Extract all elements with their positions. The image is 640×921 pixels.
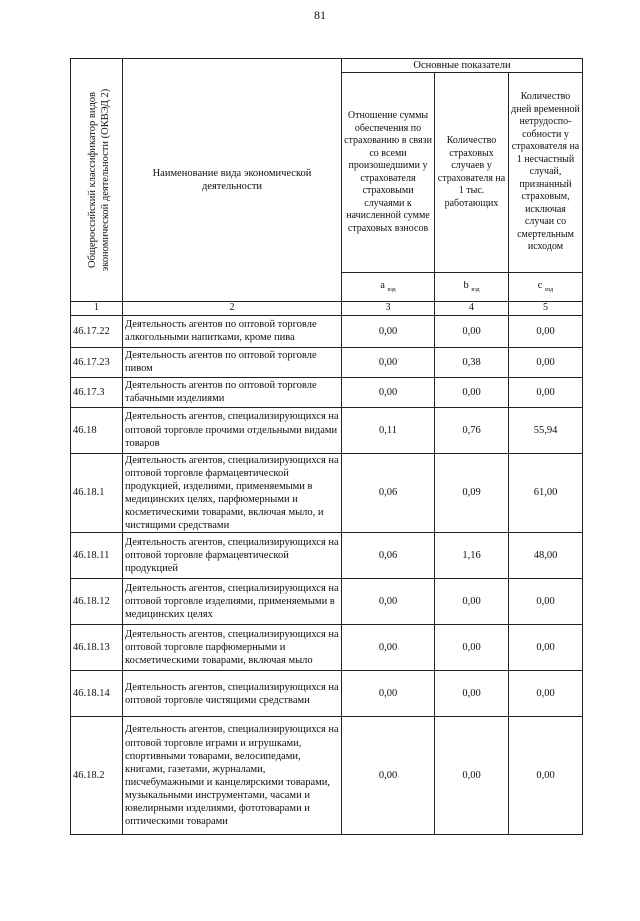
table-row [71, 579, 583, 625]
row-value-b: 0,76 [435, 407, 509, 453]
row-value-a: 0,11 [342, 407, 435, 453]
row-code: 46.17.23 [71, 347, 123, 377]
row-value-b: 0,00 [435, 377, 509, 407]
row-value-c: 0,00 [509, 717, 583, 835]
row-value-b: 0,38 [435, 347, 509, 377]
row-code: 46.18.2 [71, 717, 123, 835]
row-code: 46.17.22 [71, 315, 123, 347]
row-value-b: 0,00 [435, 717, 509, 835]
header-okved-label: Общероссийский классификатор видов экономической деятельности (ОКВЭД 2) [86, 88, 111, 272]
table-row [71, 625, 583, 671]
table-row [71, 453, 583, 533]
row-name: Деятельность агентов, специализирующихся на оптовой торговле парфюмерными и косметическими товарами, включая мыло [123, 625, 342, 671]
row-value-c: 55,94 [509, 407, 583, 453]
row-value-a: 0,00 [342, 347, 435, 377]
row-name: Деятельность агентов по оптовой торговле алкогольными напитками, кроме пива [123, 315, 342, 347]
row-name: Деятельность агентов, специализирующихся на оптовой торговле чистящими средствами [123, 671, 342, 717]
row-name: Деятельность агентов, специализирующихся на оптовой торговле фармацевтической продукцией [123, 533, 342, 579]
table-row [71, 347, 583, 377]
row-name: Деятельность агентов, специализирующихся на оптовой торговле фармацевтической продукцией, изделиями, применяемыми в медицинских целях, парфюмерными и косметическими товарами, включая мыло, и чистящими средствами [123, 453, 342, 533]
row-value-a: 0,00 [342, 377, 435, 407]
symbol-b-sub: вэд [471, 287, 480, 294]
row-code: 46.18.14 [71, 671, 123, 717]
table-row [71, 671, 583, 717]
column-number-row [71, 302, 583, 316]
table-row [71, 533, 583, 579]
row-value-a: 0,00 [342, 625, 435, 671]
header-activity-name: Наименование вида экономической деятельности [123, 59, 342, 302]
header-symbol-a [342, 273, 435, 302]
row-name: Деятельность агентов, специализирующихся на оптовой торговле изделиями, применяемыми в медицинских целях [123, 579, 342, 625]
col-number: 4 [435, 302, 509, 316]
row-value-b: 1,16 [435, 533, 509, 579]
header-indicator-a: Отношение суммы обеспечения по страхованию в связи со всеми произошедшими у страхователя страховыми случаями к начисленной сумме страховых взносов [342, 73, 435, 273]
header-indicator-c: Количество дней временной нетрудоспо-собности у страхователя на 1 несчастный случай, признанный страховым, исключая случаи со смертельным исходом [509, 73, 583, 273]
row-value-c: 61,00 [509, 453, 583, 533]
header-symbol-b [435, 273, 509, 302]
table-row [71, 407, 583, 453]
row-value-c: 48,00 [509, 533, 583, 579]
symbol-b: b [463, 280, 469, 292]
page-number: 81 [314, 8, 326, 22]
row-value-c: 0,00 [509, 625, 583, 671]
row-code: 46.18.13 [71, 625, 123, 671]
row-name: Деятельность агентов, специализирующихся на оптовой торговле играми и игрушками, спортивными товарами, велосипедами, книгами, газетами, журналами, писчебумажными и канцелярскими товарами, музыкальными инструментами, часами и ювелирными изделиями, фототоварами и оптическими товарами [123, 717, 342, 835]
row-code: 46.18 [71, 407, 123, 453]
row-code: 46.18.11 [71, 533, 123, 579]
symbol-c: c [537, 280, 543, 292]
col-number: 1 [71, 302, 123, 316]
row-value-a: 0,00 [342, 315, 435, 347]
row-value-c: 0,00 [509, 315, 583, 347]
row-value-c: 0,00 [509, 579, 583, 625]
row-value-c: 0,00 [509, 347, 583, 377]
header-indicator-b: Количество страховых случаев у страхователя на 1 тыс. работающих [435, 73, 509, 273]
table-row [71, 717, 583, 835]
symbol-c-sub: вэд [545, 287, 554, 294]
row-value-a: 0,00 [342, 671, 435, 717]
header-main-indicators: Основные показатели [342, 59, 583, 73]
row-value-c: 0,00 [509, 671, 583, 717]
col-number: 2 [123, 302, 342, 316]
row-code: 46.17.3 [71, 377, 123, 407]
row-value-a: 0,06 [342, 533, 435, 579]
header-symbol-c [509, 273, 583, 302]
table-row [71, 377, 583, 407]
row-name: Деятельность агентов по оптовой торговле табачными изделиями [123, 377, 342, 407]
row-value-b: 0,00 [435, 315, 509, 347]
row-value-a: 0,06 [342, 453, 435, 533]
row-name: Деятельность агентов, специализирующихся на оптовой торговле прочими отдельными видами товаров [123, 407, 342, 453]
col-number: 3 [342, 302, 435, 316]
header-okved [71, 59, 123, 302]
row-code: 46.18.1 [71, 453, 123, 533]
symbol-a-sub: вэд [387, 287, 396, 294]
row-value-a: 0,00 [342, 717, 435, 835]
row-value-b: 0,00 [435, 625, 509, 671]
symbol-a: a [380, 280, 385, 292]
row-value-b: 0,00 [435, 579, 509, 625]
indicators-table [70, 58, 583, 835]
table-row [71, 315, 583, 347]
col-number: 5 [509, 302, 583, 316]
row-value-c: 0,00 [509, 377, 583, 407]
row-value-b: 0,00 [435, 671, 509, 717]
row-code: 46.18.12 [71, 579, 123, 625]
row-name: Деятельность агентов по оптовой торговле пивом [123, 347, 342, 377]
row-value-b: 0,09 [435, 453, 509, 533]
row-value-a: 0,00 [342, 579, 435, 625]
